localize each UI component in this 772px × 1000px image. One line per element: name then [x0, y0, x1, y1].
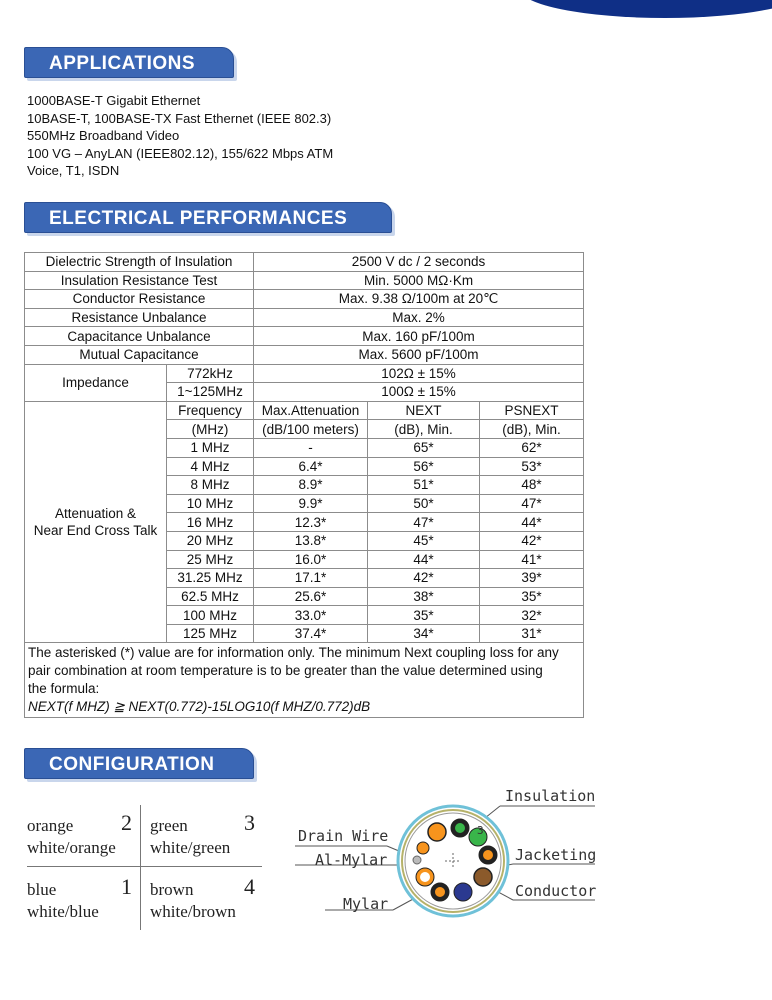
table-cell: 45* — [368, 531, 480, 550]
table-cell: 17.1* — [254, 569, 368, 588]
table-cell: 41* — [480, 550, 584, 569]
insulation-label: Insulation Resistance Test — [25, 271, 254, 290]
resistance-unbalance-value: Max. 2% — [254, 308, 584, 327]
table-cell: 6.4* — [254, 457, 368, 476]
electrical-header: ELECTRICAL PERFORMANCES — [24, 202, 392, 233]
table-cell: 1 MHz — [167, 438, 254, 457]
table-row — [25, 401, 584, 420]
table-cell: 25 MHz — [167, 550, 254, 569]
table-cell: 4 MHz — [167, 457, 254, 476]
table-cell: 48* — [480, 476, 584, 495]
conductor-dot — [455, 823, 465, 833]
pair-number: 2 — [121, 810, 132, 835]
pair-cell — [150, 874, 255, 923]
table-row — [25, 327, 584, 346]
impedance-label: Impedance — [25, 364, 167, 401]
pair-color: blue — [27, 880, 57, 899]
col-unit: (dB/100 meters) — [254, 420, 368, 439]
note-line: the formula: — [28, 681, 100, 697]
resistance-unbalance-label: Resistance Unbalance — [25, 308, 254, 327]
table-cell: 31* — [480, 624, 584, 643]
pair-color: brown — [150, 880, 194, 899]
label-drain-wire: Drain Wire — [298, 827, 389, 845]
conductor-brown — [474, 868, 492, 886]
table-cell: 13.8* — [254, 531, 368, 550]
table-cell: 20 MHz — [167, 531, 254, 550]
conductor-orange — [428, 823, 446, 841]
pair-mate: white/brown — [150, 902, 236, 921]
pair-cell — [150, 810, 255, 859]
conductor-dot — [483, 850, 493, 860]
table-cell: 39* — [480, 569, 584, 588]
application-item: 550MHz Broadband Video — [27, 128, 180, 143]
pair-color-grid — [27, 805, 262, 930]
pair-number: 1 — [121, 874, 132, 899]
dielectric-label: Dielectric Strength of Insulation — [25, 253, 254, 272]
grid-divider — [140, 805, 141, 930]
formula: NEXT(f MHZ) ≧ NEXT(0.772)-15LOG10(f MHZ/0.772)dB — [28, 699, 371, 715]
table-cell: 44* — [368, 550, 480, 569]
dielectric-value: 2500 V dc / 2 seconds — [254, 253, 584, 272]
application-item: 100 VG – AnyLAN (IEEE802.12), 155/622 Mbps ATM — [27, 145, 334, 161]
impedance-freq: 1~125MHz — [167, 383, 254, 402]
label-jacketing: Jacketing — [515, 846, 597, 864]
applications-header: APPLICATIONS — [24, 47, 234, 78]
table-cell: 16.0* — [254, 550, 368, 569]
table-cell: 32* — [480, 606, 584, 625]
pair-cell — [27, 874, 132, 923]
note-line: pair combination at room temperature is to be greater than the value determined using — [28, 663, 543, 679]
table-cell: - — [254, 438, 368, 457]
table-row — [25, 253, 584, 272]
col-unit: (dB), Min. — [480, 420, 584, 439]
table-cell: 51* — [368, 476, 480, 495]
table-cell: 38* — [368, 587, 480, 606]
table-cell: 44* — [480, 513, 584, 532]
leader-line — [393, 898, 415, 910]
table-cell: 9.9* — [254, 494, 368, 513]
table-row — [25, 290, 584, 309]
col-header: Max.Attenuation — [254, 401, 368, 420]
note-line: The asterisked (*) value are for information only. The minimum Next coupling loss for any — [28, 645, 559, 661]
capacitance-unbalance-value: Max. 160 pF/100m — [254, 327, 584, 346]
table-row — [25, 345, 584, 364]
table-cell: 8.9* — [254, 476, 368, 495]
table-cell: 53* — [480, 457, 584, 476]
table-cell: 47* — [480, 494, 584, 513]
impedance-value: 102Ω ± 15% — [254, 364, 584, 383]
cable-cross-section-diagram — [295, 782, 605, 932]
applications-list — [27, 92, 333, 180]
pair-number: 4 — [244, 874, 255, 899]
note-cell — [25, 643, 584, 718]
table-cell: 25.6* — [254, 587, 368, 606]
col-header: NEXT — [368, 401, 480, 420]
conductor-blue — [454, 883, 472, 901]
table-cell: 35* — [480, 587, 584, 606]
table-cell: 47* — [368, 513, 480, 532]
table-row — [25, 271, 584, 290]
table-cell: 8 MHz — [167, 476, 254, 495]
col-unit: (MHz) — [167, 420, 254, 439]
table-cell: 50* — [368, 494, 480, 513]
pair-cell — [27, 810, 132, 859]
grid-divider — [27, 866, 262, 867]
conductor-value: Max. 9.38 Ω/100m at 20℃ — [254, 290, 584, 309]
insulation-value: Min. 5000 MΩ·Km — [254, 271, 584, 290]
electrical-table — [24, 252, 584, 718]
attenuation-label-line1: Attenuation & — [54, 506, 137, 522]
pair-color: orange — [27, 816, 74, 835]
table-row — [25, 364, 584, 383]
attenuation-label — [25, 401, 167, 643]
table-cell: 42* — [368, 569, 480, 588]
impedance-value: 100Ω ± 15% — [254, 383, 584, 402]
table-cell: 12.3* — [254, 513, 368, 532]
drain-wire — [413, 856, 421, 864]
table-cell: 35* — [368, 606, 480, 625]
conductor-small — [417, 842, 429, 854]
table-cell: 56* — [368, 457, 480, 476]
table-cell: 34* — [368, 624, 480, 643]
col-header: Frequency — [167, 401, 254, 420]
capacitance-unbalance-label: Capacitance Unbalance — [25, 327, 254, 346]
table-cell: 31.25 MHz — [167, 569, 254, 588]
header-swoosh — [520, 0, 772, 18]
label-insulation: Insulation — [505, 787, 596, 805]
col-unit: (dB), Min. — [368, 420, 480, 439]
table-cell: 33.0* — [254, 606, 368, 625]
configuration-header: CONFIGURATION — [24, 748, 254, 779]
table-cell: 125 MHz — [167, 624, 254, 643]
table-cell: 16 MHz — [167, 513, 254, 532]
label-mylar: Mylar — [343, 895, 389, 913]
table-row — [25, 308, 584, 327]
table-cell: 65* — [368, 438, 480, 457]
conductor-dot — [420, 872, 430, 882]
table-cell: 10 MHz — [167, 494, 254, 513]
label-conductor: Conductor — [515, 882, 597, 900]
table-row — [25, 643, 584, 718]
conductor-label: Conductor Resistance — [25, 290, 254, 309]
pair-mate: white/green — [150, 838, 231, 857]
table-cell: 62.5 MHz — [167, 587, 254, 606]
pair-number: 3 — [244, 810, 255, 835]
label-digit: 3 — [477, 824, 484, 837]
mutual-capacitance-value: Max. 5600 pF/100m — [254, 345, 584, 364]
application-item: 10BASE-T, 100BASE-TX Fast Ethernet (IEEE 802.3) — [27, 110, 332, 126]
table-cell: 100 MHz — [167, 606, 254, 625]
pair-mate: white/blue — [27, 902, 99, 921]
pair-mate: white/orange — [27, 838, 116, 857]
table-cell: 37.4* — [254, 624, 368, 643]
col-header: PSNEXT — [480, 401, 584, 420]
impedance-freq: 772kHz — [167, 364, 254, 383]
pair-color: green — [150, 816, 188, 835]
conductor-dot — [435, 887, 445, 897]
table-cell: 42* — [480, 531, 584, 550]
application-item: Voice, T1, ISDN — [27, 163, 120, 178]
attenuation-label-line2: Near End Cross Talk — [33, 523, 158, 539]
application-item: 1000BASE-T Gigabit Ethernet — [27, 93, 201, 108]
table-cell: 62* — [480, 438, 584, 457]
label-al-mylar: Al-Mylar — [315, 851, 388, 869]
mutual-capacitance-label: Mutual Capacitance — [25, 345, 254, 364]
